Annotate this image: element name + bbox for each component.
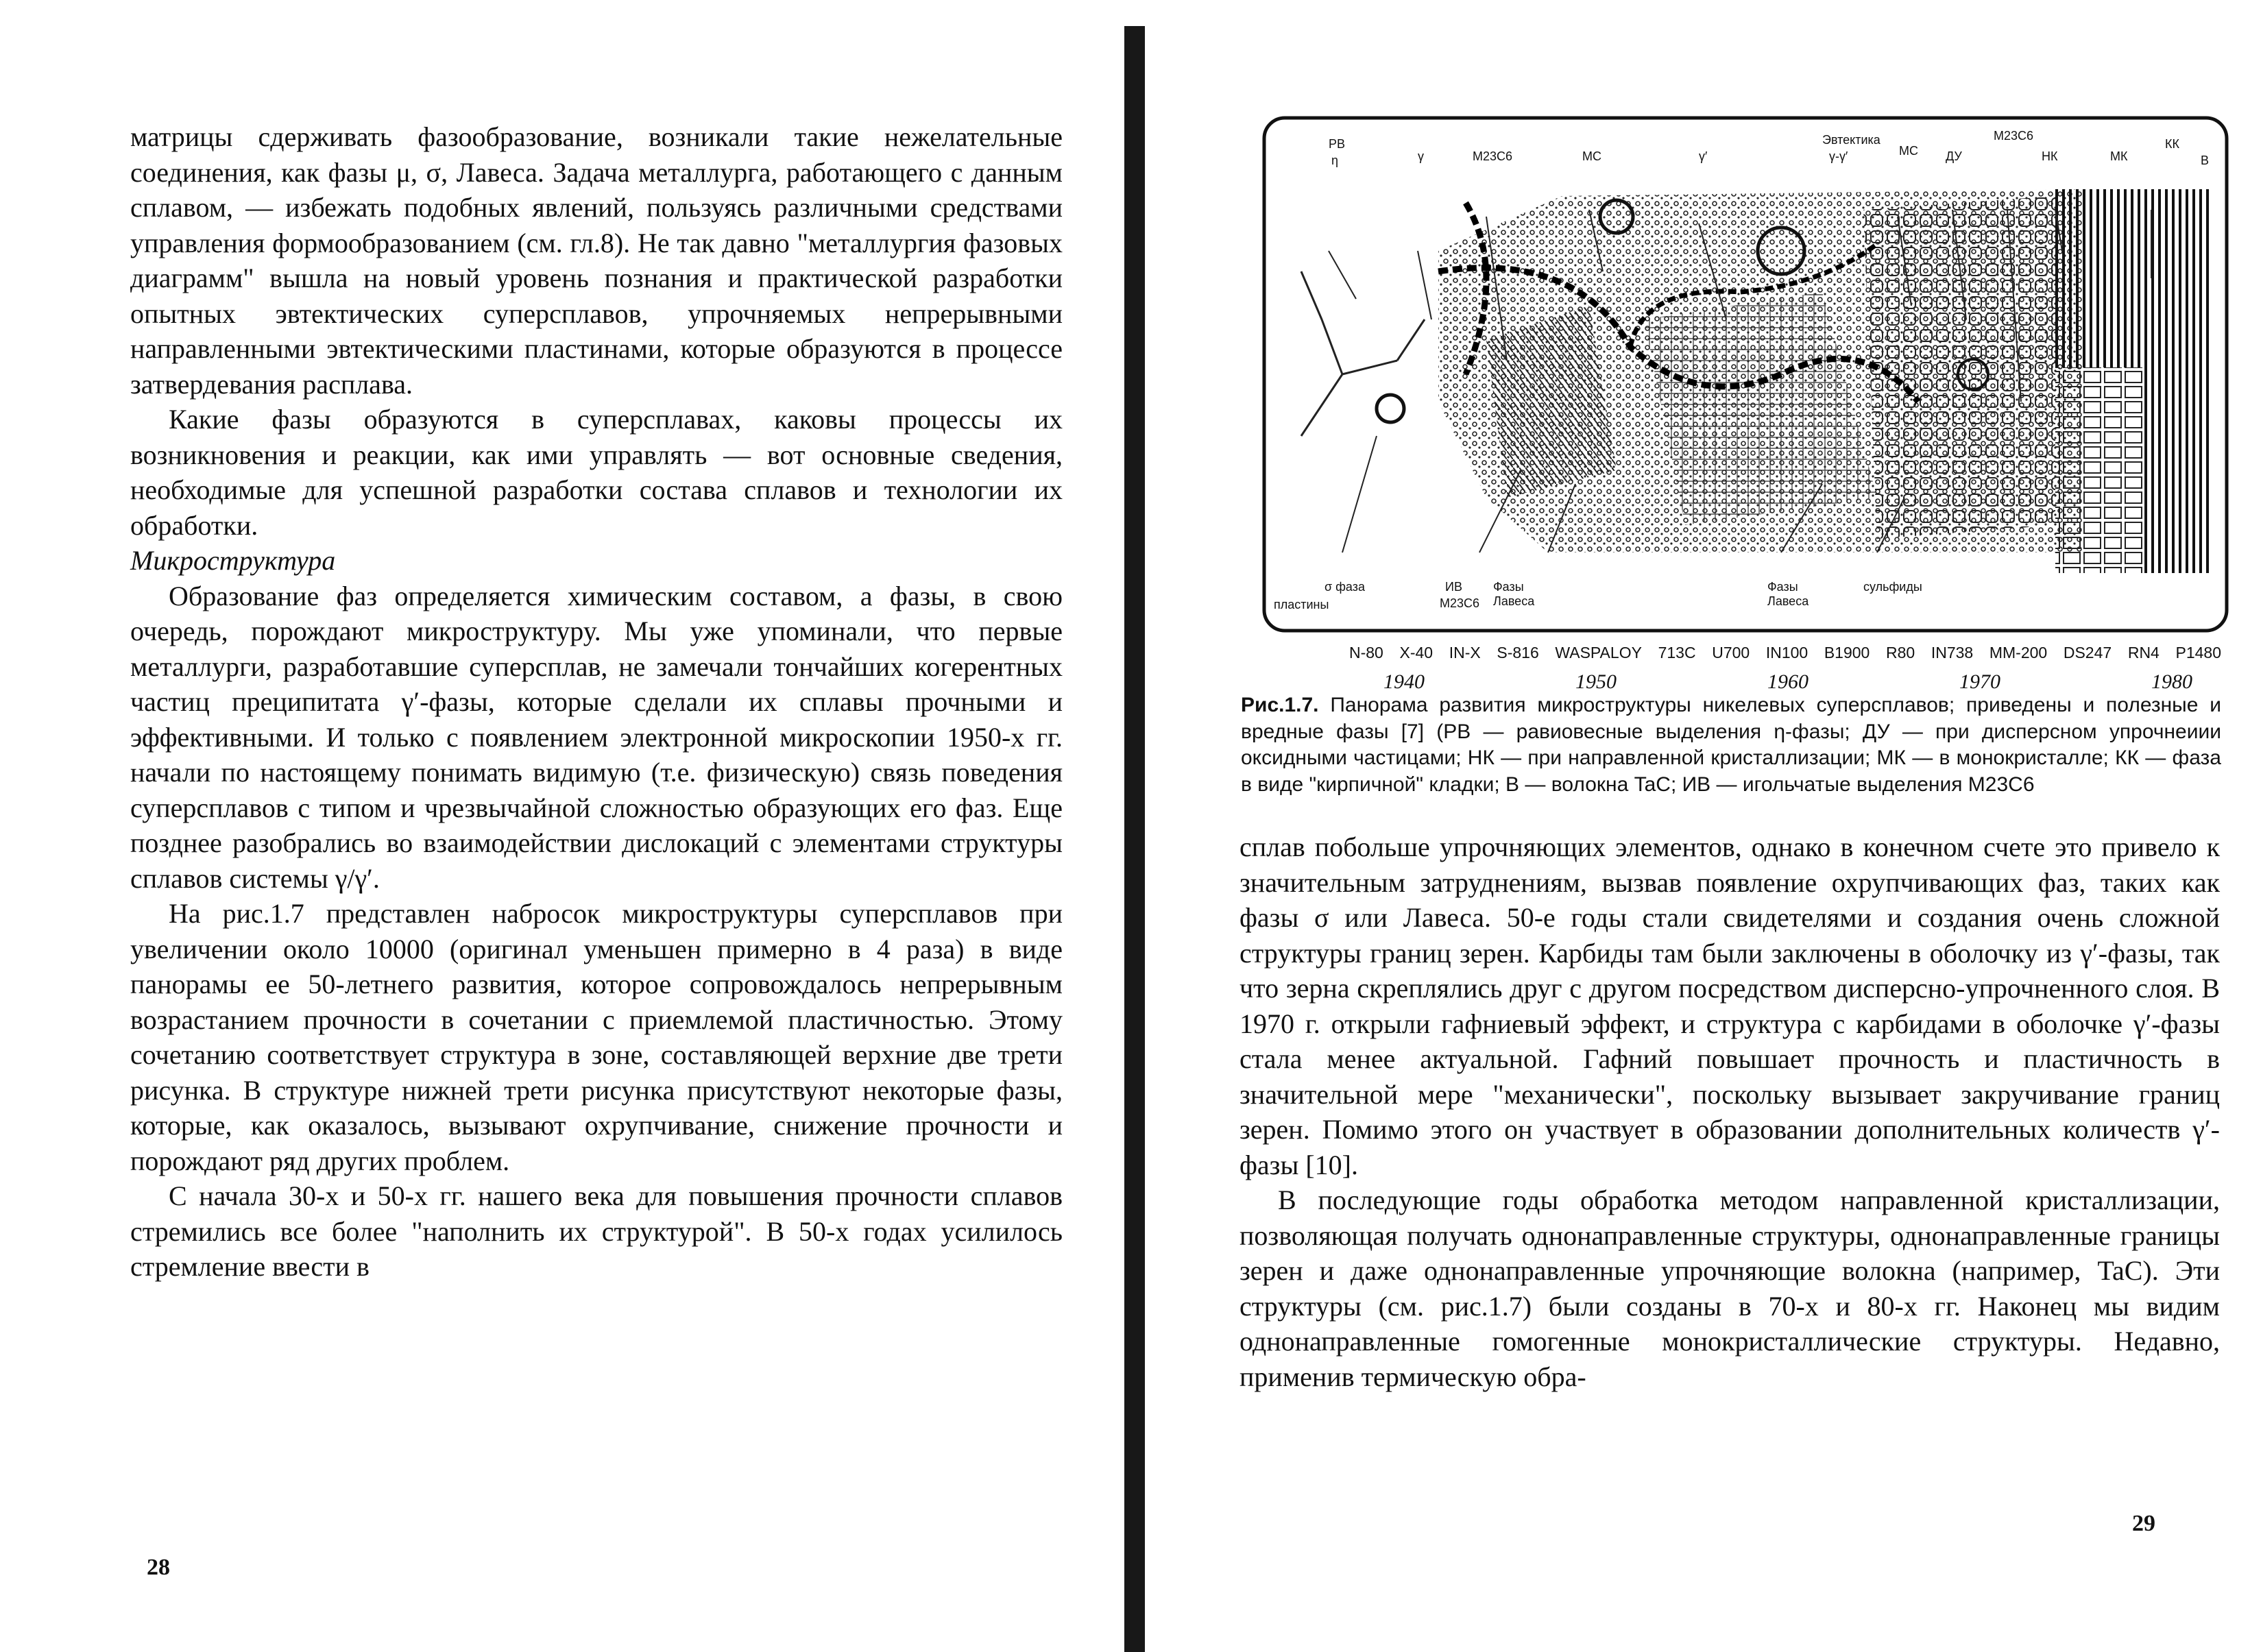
timeline-alloy: IN100 <box>1765 643 1809 661</box>
paragraph: На рис.1.7 представлен набросок микроструктуры суперсплавов при увеличении около 10000 (оригинал уменьшен примерно в 4 раза) в виде панорамы ее 50-летнего развития, которое сопровождалось непрерывным возрастанием прочности в сочетании с приемлемой пластичностью. Этому сочетанию соответствует структура в зоне, составляющей верхние две трети рисунка. В структуре нижней трети рисунка присутствуют некоторые фазы, которые, как оказалось, вызывают охрупчивание, снижение прочности и порождают ряд других проблем. <box>130 898 1063 1176</box>
label-plastiny: пластины <box>1274 598 1329 611</box>
timeline-year: 1960 <box>1767 670 1809 693</box>
label-kk: КК <box>2165 137 2179 151</box>
paragraph: Образование фаз определяется химическим составом, а фазы, в свою очередь, порождают микроструктуру. Мы уже упоминали, что первые металлурги, разработавшие суперсплав, не замечали тончайших когерентных частиц преципитата γ′-фазы, которые сделали их сплавы прочными и эффективными. И только с появлением электронной микроскопии 1950-х гг. начали по настоящему понимать видимую (т.е. физическую) связь поведения суперсплавов с типом и чрезвычайной сложностью образующих его фаз. Еще позднее разобрались во взаимодействии дислокаций с элементами структуры сплавов системы γ/γ′. <box>130 580 1063 894</box>
page-number-right: 29 <box>2132 1511 2155 1536</box>
label-mk: МК <box>2110 149 2128 163</box>
page-number-left: 28 <box>147 1555 170 1580</box>
label-nk: НК <box>2042 149 2058 163</box>
left-page-text <box>130 119 1063 1285</box>
paragraph: С начала 30-х и 50-х гг. нашего века для повышения прочности сплавов стремились все более "наполнить их структурой". В 50-х годах усилилось стремление ввести в <box>130 1180 1063 1282</box>
figure-caption <box>1241 692 2221 798</box>
label-iv: ИВ <box>1445 580 1462 594</box>
timeline-alloy: DS247 <box>2063 643 2112 661</box>
timeline-year: 1970 <box>1959 670 2000 693</box>
right-page <box>1159 0 2250 1652</box>
label-m23c6-top: M23C6 <box>1473 149 1513 163</box>
paragraph: В последующие годы обработка методом направленной кристаллизации, позволяющая получать однонаправленные структуры, однонаправленные границы зерен и даже однонаправленные упрочняющие волокна (например, TaC). Эти структуры (см. рис.1.7) были созданы в 70-х и 80-х гг. Наконец мы видим однонаправленные гомогенные монокристаллические структуры. Недавно, применив термическую обра- <box>1239 1185 2220 1392</box>
label-eutectic: Эвтектика <box>1822 133 1880 147</box>
timeline-alloy: R80 <box>1886 643 1915 661</box>
label-eta: η <box>1331 154 1339 167</box>
microstructure-drawing <box>1260 114 2231 635</box>
timeline-years <box>1383 670 2192 694</box>
timeline-alloy: IN738 <box>1931 643 1974 661</box>
timeline-alloy: X-40 <box>1399 643 1434 661</box>
label-sulfides: сульфиды <box>1863 580 1922 594</box>
label-gg: γ-γ′ <box>1829 149 1848 163</box>
timeline-year: 1980 <box>2151 670 2192 693</box>
label-gamma-prime: γ′ <box>1699 149 1708 163</box>
label-m23c6-bottom: M23C6 <box>1440 596 1480 610</box>
timeline-alloy: U700 <box>1712 643 1750 661</box>
left-page <box>0 0 1111 1652</box>
timeline-alloy: S-816 <box>1497 643 1539 661</box>
section-heading: Микроструктура <box>130 545 336 576</box>
timeline-alloy: WASPALOY <box>1555 643 1642 661</box>
timeline-alloy: MM-200 <box>1989 643 2048 661</box>
timeline-alloy: N-80 <box>1349 643 1383 661</box>
label-sigma: σ фаза <box>1324 580 1365 594</box>
label-mc2: MC <box>1899 144 1918 158</box>
right-page-text <box>1239 829 2220 1394</box>
timeline-year: 1950 <box>1575 670 1617 693</box>
microstructure-figure <box>1260 114 2231 693</box>
label-laves: Фазы Лавеса <box>1493 580 1535 608</box>
timeline-alloy: 713C <box>1658 643 1696 661</box>
label-gamma: γ <box>1418 149 1424 163</box>
timeline-alloy: RN4 <box>2127 643 2160 661</box>
paragraph: сплав побольше упрочняющих элементов, однако в конечном счете это привело к значительным затруднениям, вызвав появление охрупчивающих фаз, таких как фазы σ или Лавеса. 50-е годы стали свидетелями и создания очень сложной структуры границ зерен. Карбиды там были заключены в оболочку из γ′-фазы, так что зерна скреплялись друг с другом посредством дисперсно-упрочненного слоя. В 1970 г. открыли гафниевый эффект, и структура с карбидами в оболочке γ′-фазы стала менее актуальной. Гафний повышает прочность и пластичность в значительной мере "механически", поскольку вызывает закручивание границ зерен. Помимо этого он участвует в образовании дополнительных количеств γ′-фазы [10]. <box>1239 831 2220 1180</box>
paragraph: Какие фазы образуются в суперсплавах, каковы процессы их возникновения и реакции, как ими управлять — вот основные сведения, необходимые для успешной разработки состава сплавов и технологии их обработки. <box>130 404 1063 541</box>
timeline-alloy: IN-X <box>1449 643 1481 661</box>
alloy-timeline <box>1349 639 2221 666</box>
label-rv: РВ <box>1329 137 1346 151</box>
label-m23c6-top2: M23C6 <box>1994 129 2034 143</box>
label-laves-2: Фазы Лавеса <box>1767 580 1809 608</box>
label-du: ДУ <box>1946 149 1962 163</box>
caption-text: Панорама развития микроструктуры никелевых суперсплавов; приведены и полезные и вредные фазы [7] (РВ — равиовесные выделения η-фазы; ДУ — при дисперсном упрочнеиии оксидными частицами; НК — при направленной кристаллизации; МК — в монокристалле; КК — фаза в виде "кирпичной" кладки; В — волокна TaC; ИВ — игольчатые выделения M23C6 <box>1241 694 2221 796</box>
caption-title: Рис.1.7. <box>1241 694 1319 716</box>
paragraph: матрицы сдерживать фазообразование, возникали такие нежелательные соединения, как фазы μ, σ, Лавеса. Задача металлурга, работающего с данным сплавом, — избежать подобных явлений, пользуясь различными средствами управления формообразованием (см. гл.8). Не так давно "металлургия фазовых диаграмм" вышла на новый уровень познания и практической разработки опытных эвтектических суперсплавов, упрочняемых непрерывными направленными эвтектическими пластинами, которые образуются в процессе затвердевания расплава. <box>130 121 1063 400</box>
label-v: В <box>2201 154 2210 167</box>
book-gutter <box>1124 26 1145 1652</box>
label-mc-top: MC <box>1582 149 1601 163</box>
timeline-alloy: B1900 <box>1824 643 1870 661</box>
timeline-alloy: P1480 <box>2175 643 2221 661</box>
timeline-year: 1940 <box>1383 670 1425 693</box>
